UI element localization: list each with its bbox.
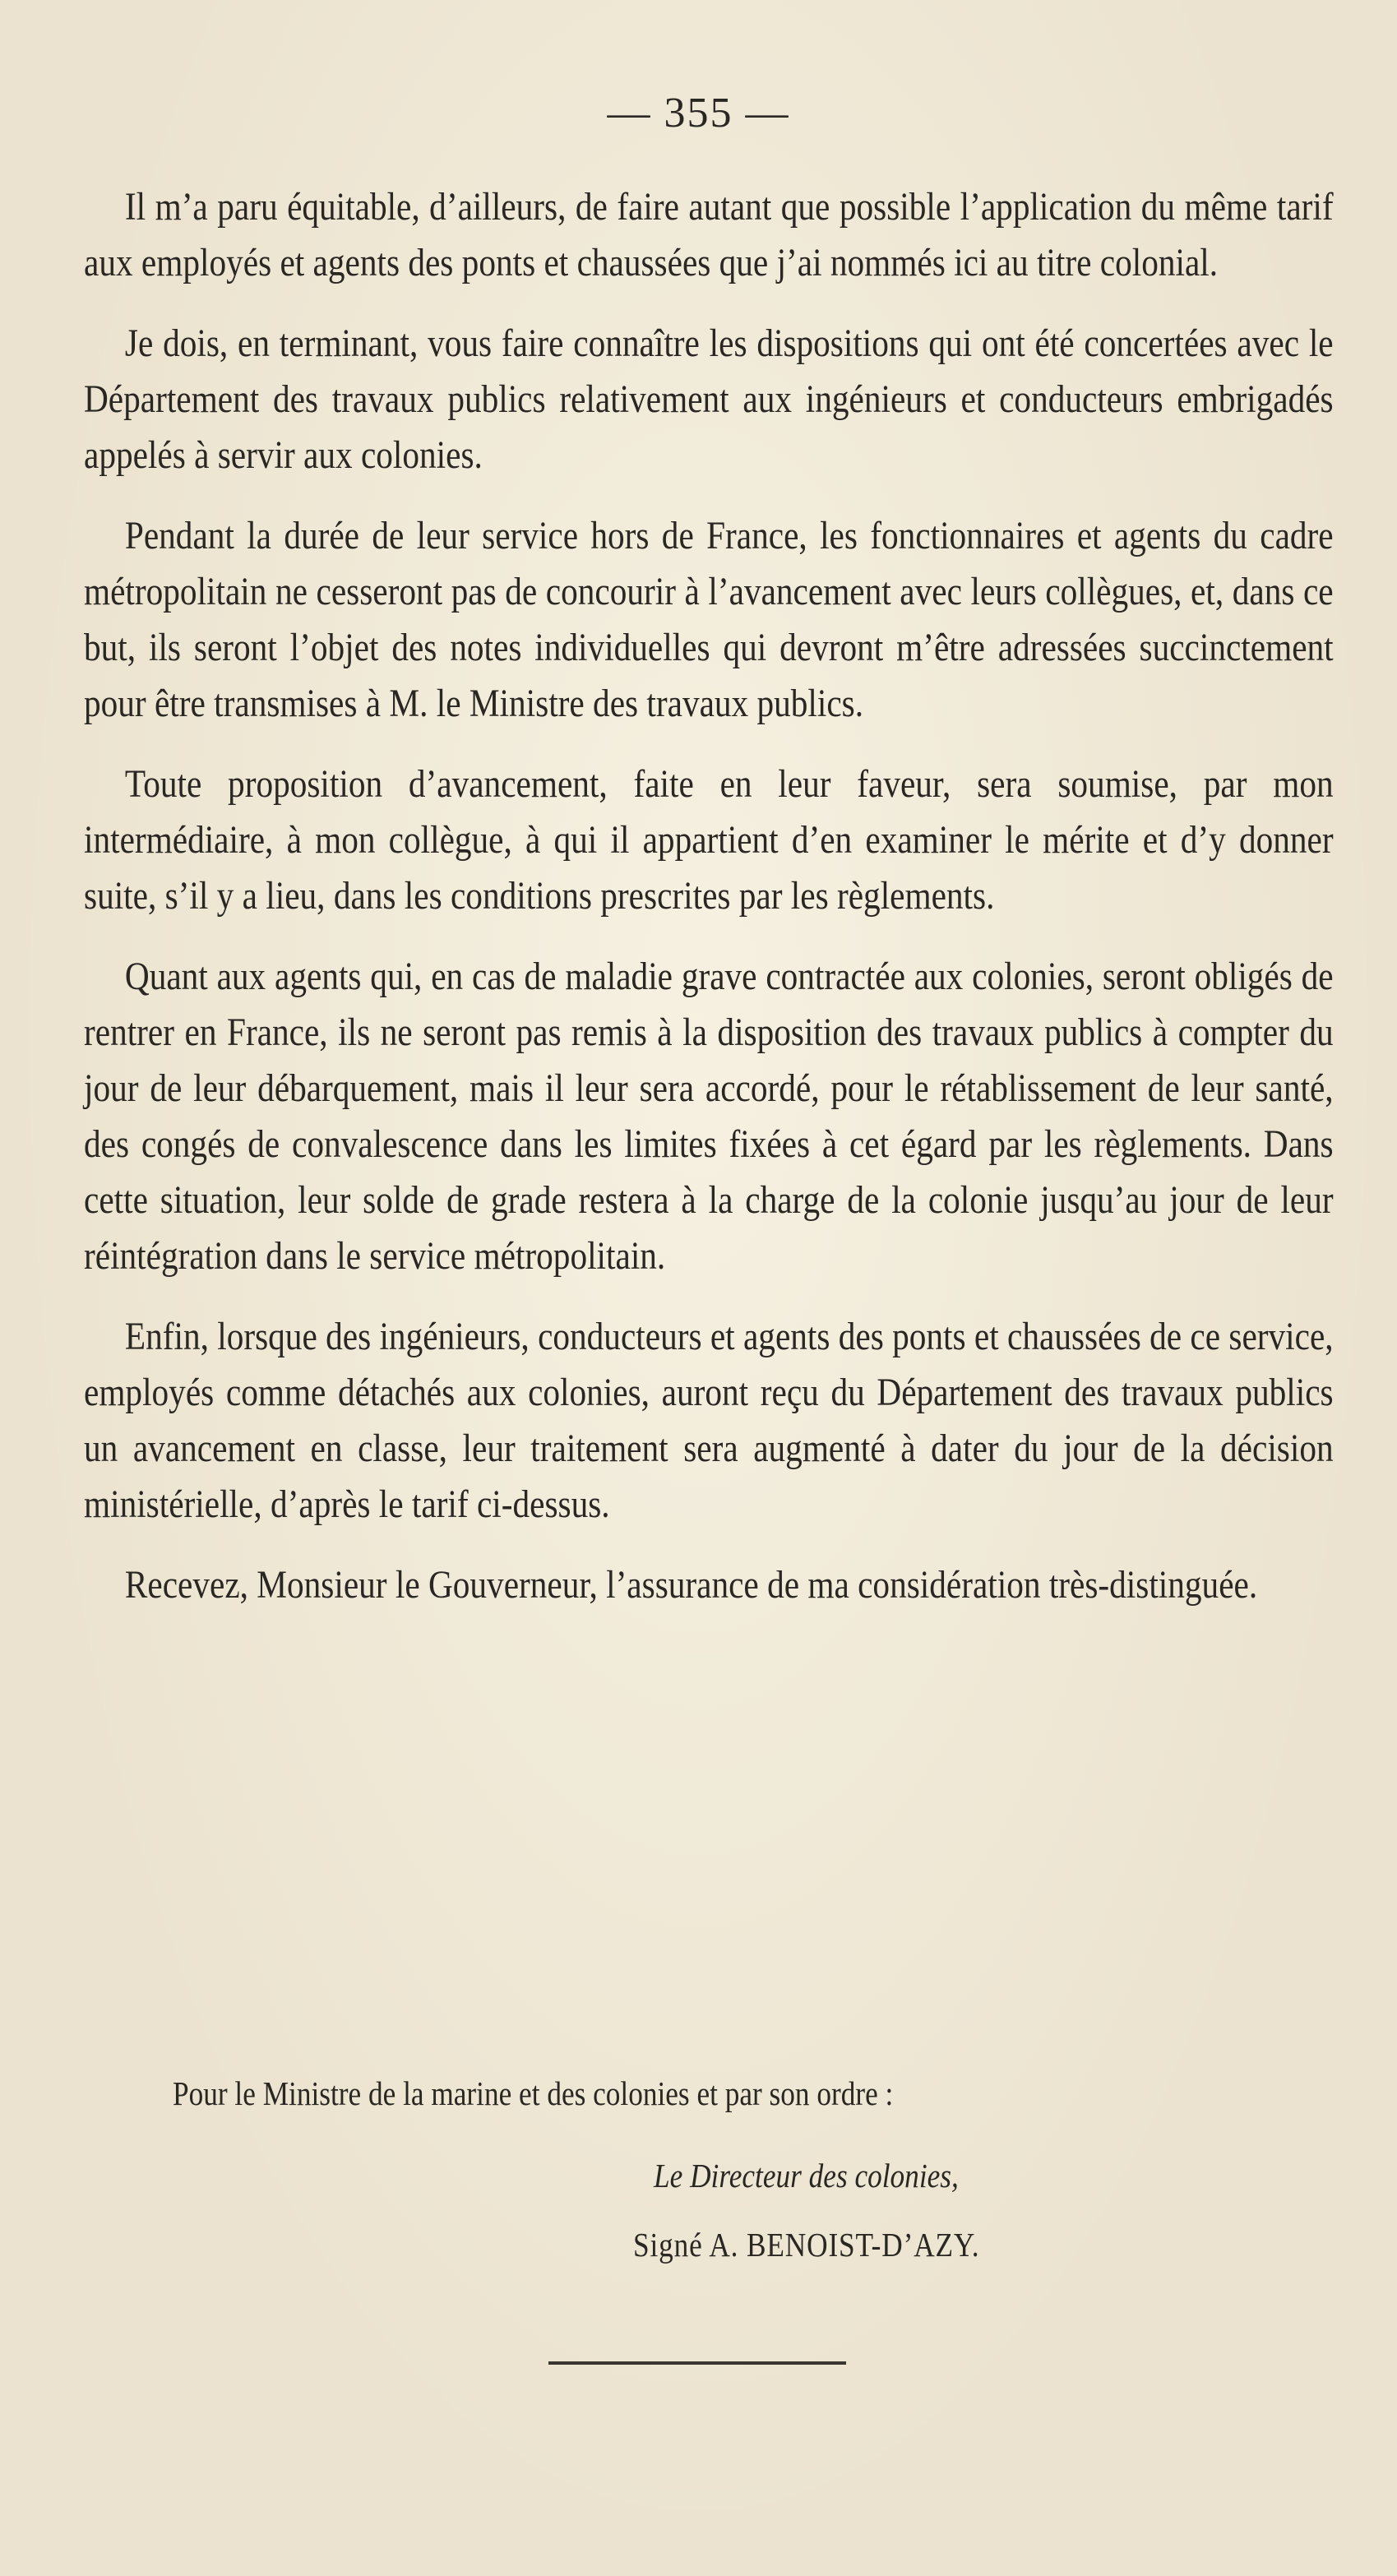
paragraph-service-duration: Pendant la durée de leur service hors de France, les fonctionnaires et agents du cadre métropolitain ne cesseront pas de concourir à l’avancement avec leurs collègues, et, dans ce but, ils seront l’objet des notes individuelles qui devront m’être adressées succinctement pour être transmises à M. le Ministre des travaux publics. — [84, 514, 1334, 725]
paragraph-dispositions: Je dois, en terminant, vous faire connaître les dispositions qui ont été concertées avec le Département des travaux publics relativement aux ingénieurs et conducteurs embrigadés appelés à servir aux colonies. — [84, 321, 1334, 477]
paragraph-promotion-proposal: Toute proposition d’avancement, faite en leur faveur, sera soumise, par mon intermédiaire, à mon collègue, à qui il appartient d’en examiner le mérite et d’y donner suite, s’il y a lieu, dans les conditions prescrites par les règlements. — [84, 762, 1334, 918]
signature-line: Signé A. BENOIST-D’AZY. — [633, 2226, 980, 2264]
page-number: — 355 — — [607, 90, 790, 136]
paragraph-illness: Quant aux agents qui, en cas de maladie grave contractée aux colonies, seront obligés de rentrer en France, ils ne seront pas remis à la disposition des travaux publics à compter du jour de leur débarquement, mais il leur sera accordé, pour le rétablissement de leur santé, des congés de convalescence dans les limites fixées à cet égard par les règlements. Dans cette situation, leur solde de grade restera à la charge de la colonie jusqu’au jour de leur réintégration dans le service métropolitain. — [84, 955, 1334, 1278]
closing-rule — [548, 2361, 846, 2365]
director-title: Le Directeur des colonies, — [654, 2157, 959, 2194]
paragraph-class-advancement: Enfin, lorsque des ingénieurs, conducteurs et agents des ponts et chaussées de ce service, employés comme détachés aux colonies, auront reçu du Département des travaux publics un avancement en classe, leur traitement sera augmenté à dater du jour de la décision ministérielle, d’après le tarif ci-dessus. — [84, 1315, 1334, 1526]
paragraph-salutation: Recevez, Monsieur le Gouverneur, l’assurance de ma considération très-distinguée. — [124, 1563, 1258, 1607]
letter-body — [84, 179, 1334, 1638]
paragraph-tariff: Il m’a paru équitable, d’ailleurs, de faire autant que possible l’application du même tarif aux employés et agents des ponts et chaussées que j’ai nommés ici au titre colonial. — [84, 185, 1334, 284]
signoff-line: Pour le Ministre de la marine et des colonies et par son ordre : — [173, 2074, 894, 2112]
